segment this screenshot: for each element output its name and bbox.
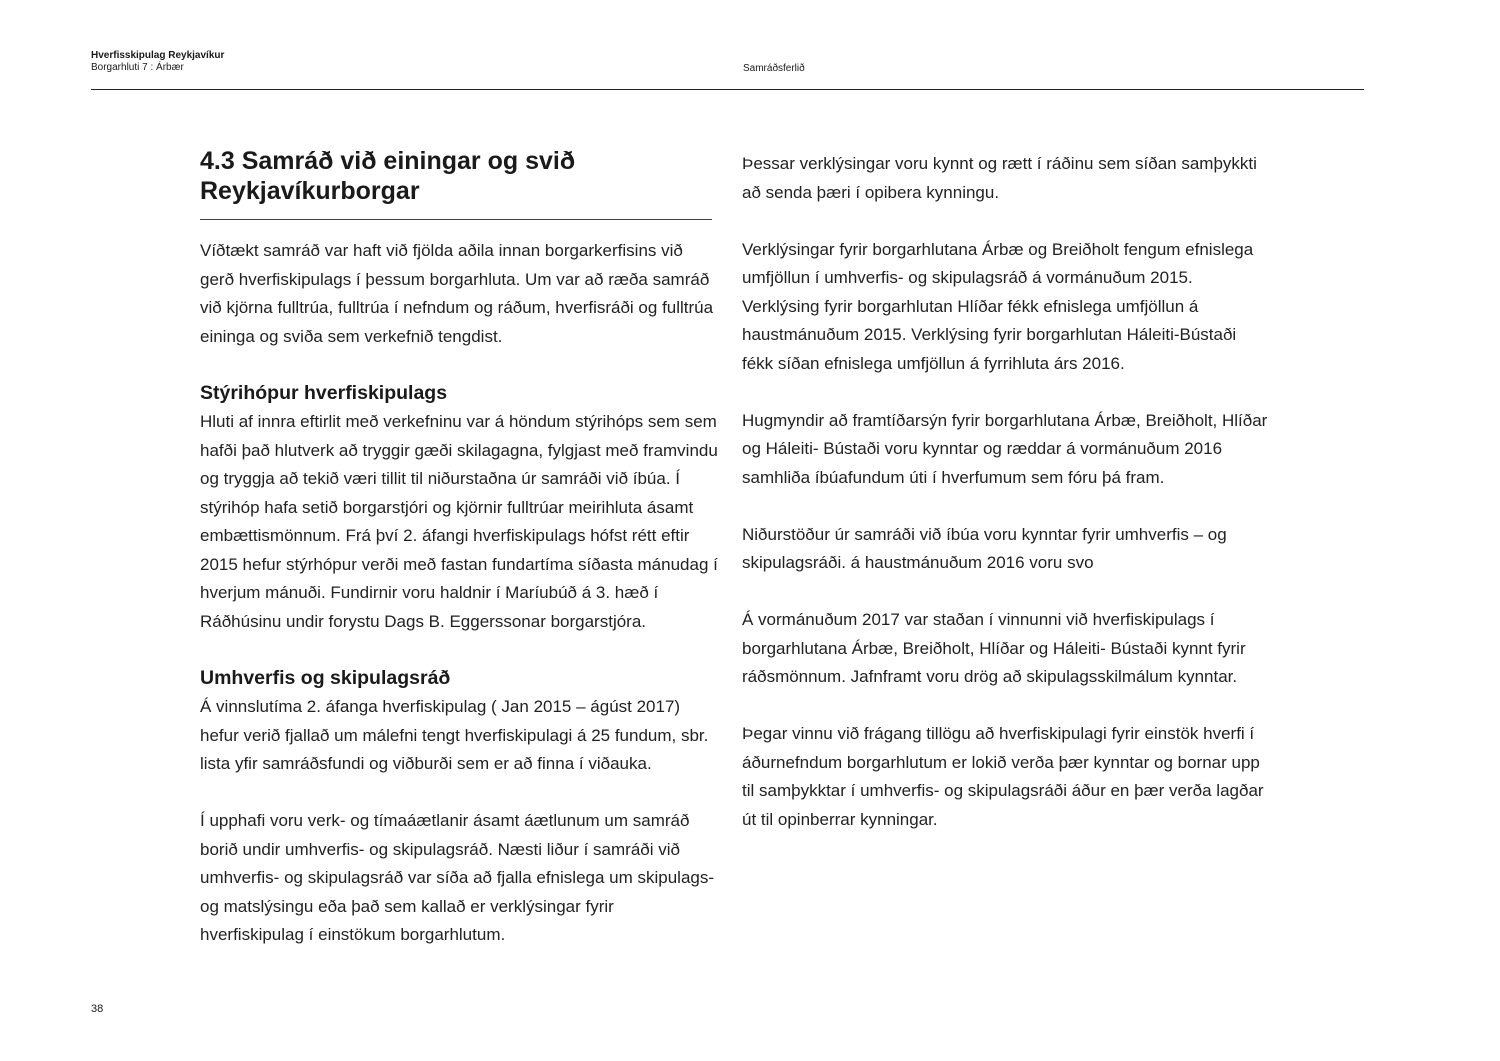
right-paragraph-5: Á vormánuðum 2017 var staðan í vinnunni við hverfiskipulags í borgarhlutana Árbæ, Breiðholt, Hlíðar og Háleiti- Bústaði kynnt fyrir ráðsmönnum. Jafnframt voru drög að skipulagsskilmálum kynntar. [742,610,1246,686]
title-divider [200,219,712,220]
steering-group-paragraph: Hluti af innra eftirlit með verkefninu var á höndum stýrihóps sem sem hafði það hlutverk að tryggir gæði skilagagna, fylgjast með framvindu og tryggja að tekið væri tillit til niðurstaðna úr samráði við íbúa. Í stýrihóp hafa setið borgarstjóri og kjörnir fulltrúar meirihluta ásamt embættismönnum. Frá því 2. áfangi hverfiskipulags hófst rétt eftir 2015 hefur stýrhópur verði með fastan fundartíma síðasta mánudag í hverjum mánuði. Fundirnir voru haldnir í Maríubúð á 3. hæð í Ráðhúsinu undir forystu Dags B. Eggerssonar borgarstjóra. [200,412,718,631]
right-paragraph-1: Þessar verklýsingar voru kynnt og rætt í ráðinu sem síðan samþykkti að senda þæri í opibera kynningu. [742,154,1257,202]
running-header [91,50,224,74]
right-paragraph-6: Þegar vinnu við frágang tillögu að hverfiskipulagi fyrir einstök hverfi í áðurnefndum borgarhlutum er lokið verða þær kynntar og bornar upp til samþykktar í umhverfis- og skipulagsráði áður en þær verða lagðar út til opinberrar kynningar. [742,724,1264,829]
planning-council-paragraph: Á vinnslutíma 2. áfanga hverfiskipulag ( Jan 2015 – ágúst 2017) hefur verið fjallað um málefni tengt hverfiskipulagi á 25 fundum, sbr. lista yfir samráðsfundi og viðburði sem er að finna í viðauka. [200,697,709,773]
header-divider [91,89,1364,90]
right-paragraph-4: Niðurstöður úr samráði við íbúa voru kynntar fyrir umhverfis – og skipulagsráði. á haustmánuðum 2016 voru svo [742,524,1227,572]
left-column [200,146,720,950]
right-paragraph-3: Hugmyndir að framtíðarsýn fyrir borgarhlutana Árbæ, Breiðholt, Hlíðar og Háleiti- Bústaði voru kynntar og ræddar á vormánuðum 2016 samhliða íbúafundum úti í hverfumum sem fóru þá fram. [742,410,1268,487]
intro-paragraph: Víðtækt samráð var haft við fjölda aðila innan borgarkerfisins við gerð hverfiskipulags í þessum borgarhluta. Um var að ræða samráð við kjörna fulltrúa, fulltrúa í nefndum og ráðum, hverfisráði og fulltrúa eininga og sviða sem verkefnið tengdist. [200,241,714,346]
right-paragraph-2: Verklýsingar fyrir borgarhlutana Árbæ og Breiðholt fengum efnislega umfjöllun í umhverfis- og skipulagsráð á vormánuðum 2015. Verklýsing fyrir borgarhlutan Hlíðar fékk efnislega umfjöllun á haustmánuðum 2015. Verklýsing fyrir borgarhlutan Háleiti-Bústaði fékk síðan efnislega umfjöllun á fyrrihluta árs 2016. [742,239,1254,373]
page-number: 38 [91,1003,104,1015]
section-title: 4.3 Samráð við einingar og svið Reykjavíkurborgar [200,147,576,205]
right-column [742,150,1272,834]
subheading-planning-council: Umhverfis og skipulagsráð [200,667,451,689]
subheading-steering-group: Stýrihópur hverfiskipulags [200,382,448,404]
document-subtitle: Borgarhluti 7 : Árbær [91,62,184,73]
document-title: Hverfisskipulag Reykjavíkur [91,50,225,61]
planning-council-paragraph-2: Í upphafi voru verk- og tímaáætlanir ásamt áætlunum um samráð borið undir umhverfis- og skipulagsráð. Næsti liður í samráði við umhverfis- og skipulagsráð var síða að fjalla efnislega um skipulags- og matslýsingu eða það sem kallað er verklýsingar fyrir hverfiskipulag í einstökum borgarhlutum. [200,811,715,944]
section-label: Samráðsferlið [743,63,805,74]
